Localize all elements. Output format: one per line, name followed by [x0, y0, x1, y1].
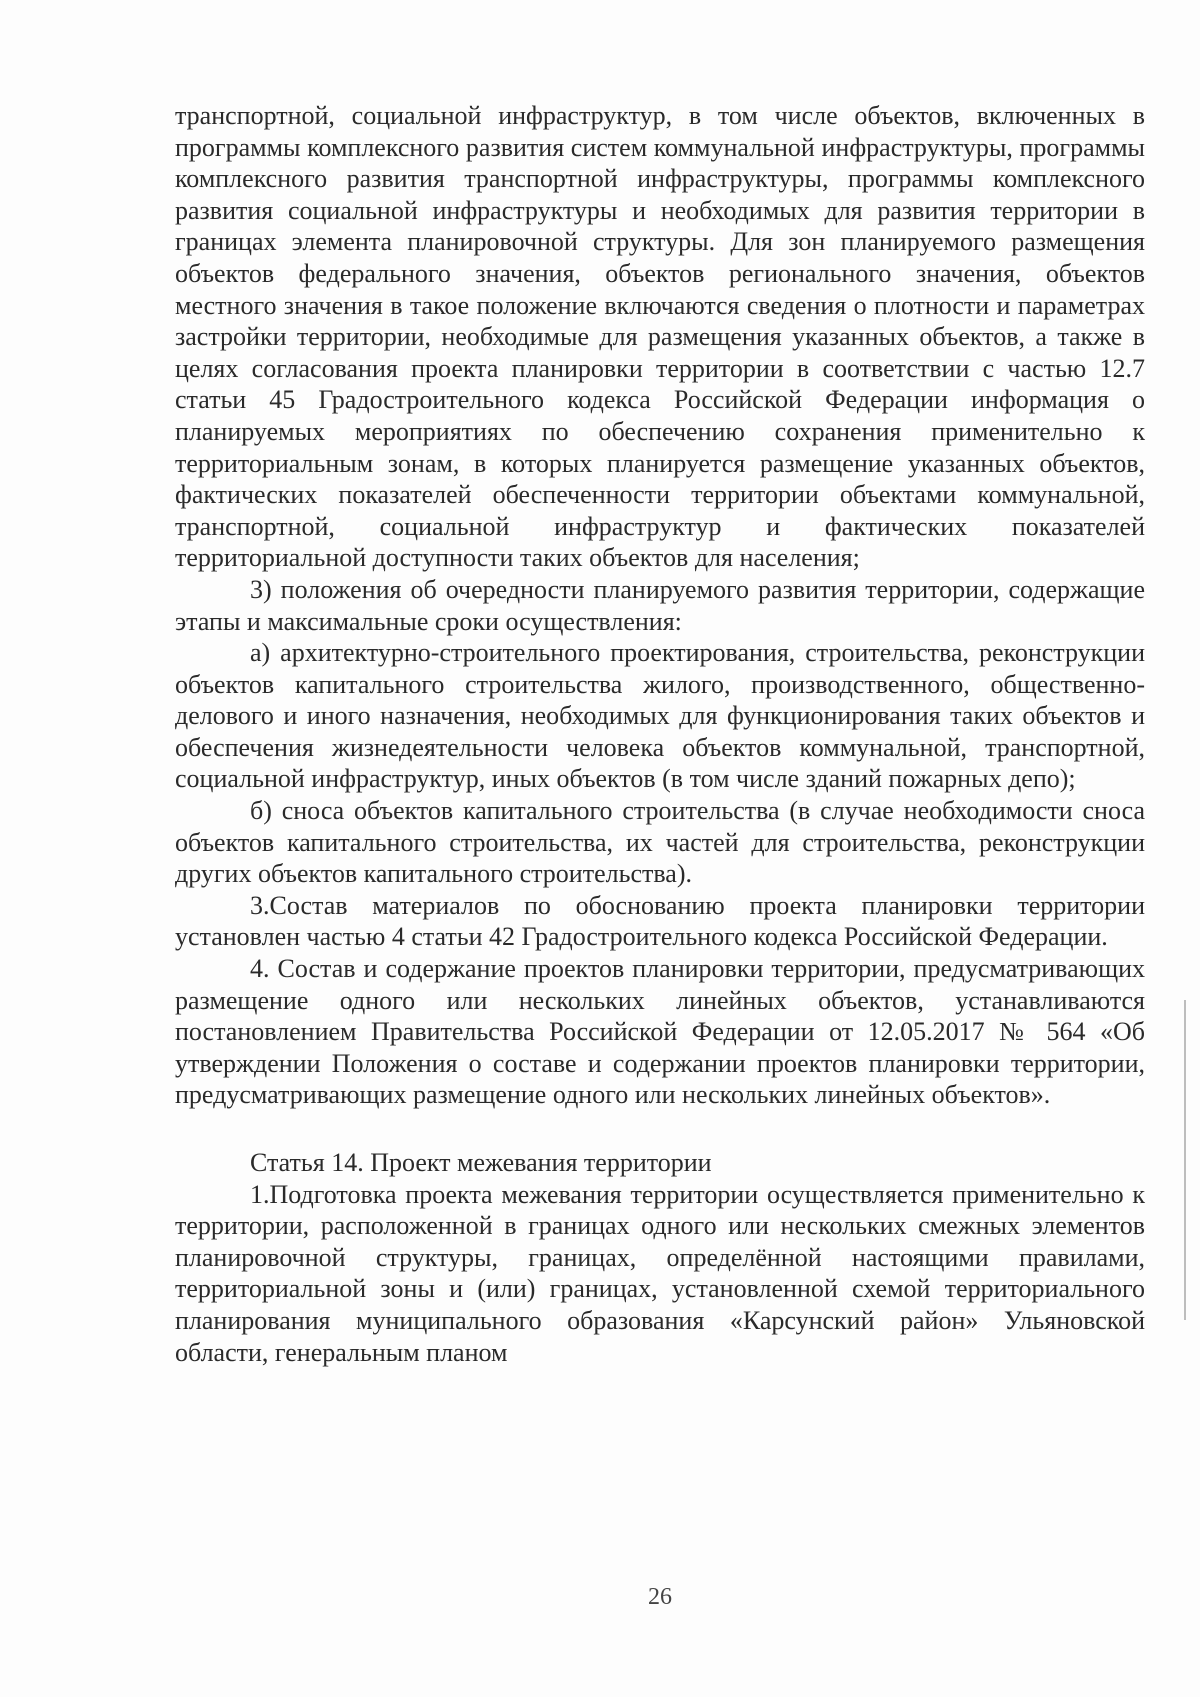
paragraph-point-4: 4. Состав и содержание проектов планировки территории, предусматривающих размещение одного или нескольких линейных объектов, устанавливаются постановлением Правительства Российской Федерации от 12.05.2017 № 564 «Об утверждении Положения о составе и содержании проектов планировки территории, предусматривающих размещение одного или нескольких линейных объектов».: [175, 954, 1145, 1110]
section-heading: Статья 14. Проект межевания территории: [250, 1148, 712, 1177]
page-number: 26: [648, 1584, 672, 1610]
paragraph-item-b: б) сноса объектов капитального строительства (в случае необходимости сноса объектов капитального строительства, их частей для строительства, реконструкции других объектов капитального строительства).: [175, 796, 1145, 889]
document-body: [175, 100, 1145, 1368]
paragraph-item-3: 3) положения об очередности планируемого развития территории, содержащие этапы и максимальные сроки осуществления:: [175, 574, 1145, 636]
section-paragraph-1: 1.Подготовка проекта межевания территории осуществляется применительно к территории, расположенной в границах одного или нескольких смежных элементов планировочной структуры, границах, определённой настоящими правилами, территориальной зоны и (или) границах, установленной схемой территориального планирования муниципального образования «Карсунский район» Ульяновской области, генеральным планом: [175, 1179, 1145, 1367]
paragraph-item-a: а) архитектурно-строительного проектирования, строительства, реконструкции объектов капитального строительства жилого, производственного, общественно-делового и иного назначения, необходимых для функционирования таких объектов и обеспечения жизнедеятельности человека объектов коммунальной, транспортной, социальной инфраструктур, иных объектов (в том числе зданий пожарных депо);: [175, 638, 1145, 794]
scan-edge-divider: [1184, 1000, 1186, 1320]
paragraph-continuation: транспортной, социальной инфраструктур, в том числе объектов, включенных в программы комплексного развития систем коммунальной инфраструктуры, программы комплексного развития транспортной инфраструктуры, программы комплексного развития социальной инфраструктуры и необходимых для развития территории в границах элемента планировочной структуры. Для зон планируемого размещения объектов федерального значения, объектов регионального значения, объектов местного значения в такое положение включаются сведения о плотности и параметрах застройки территории, необходимые для размещения указанных объектов, а также в целях согласования проекта планировки территории в соответствии с частью 12.7 статьи 45 Градостроительного кодекса Российской Федерации информация о планируемых мероприятиях по обеспечению сохранения применительно к территориальным зонам, в которых планируется размещение указанных объектов, фактических показателей обеспеченности территории объектами коммунальной, транспортной, социальной инфраструктур и фактических показателей территориальной доступности таких объектов для населения;: [175, 101, 1145, 573]
paragraph-point-3: 3.Состав материалов по обоснованию проекта планировки территории установлен частью 4 статьи 42 Градостроительного кодекса Российской Федерации.: [175, 890, 1145, 952]
